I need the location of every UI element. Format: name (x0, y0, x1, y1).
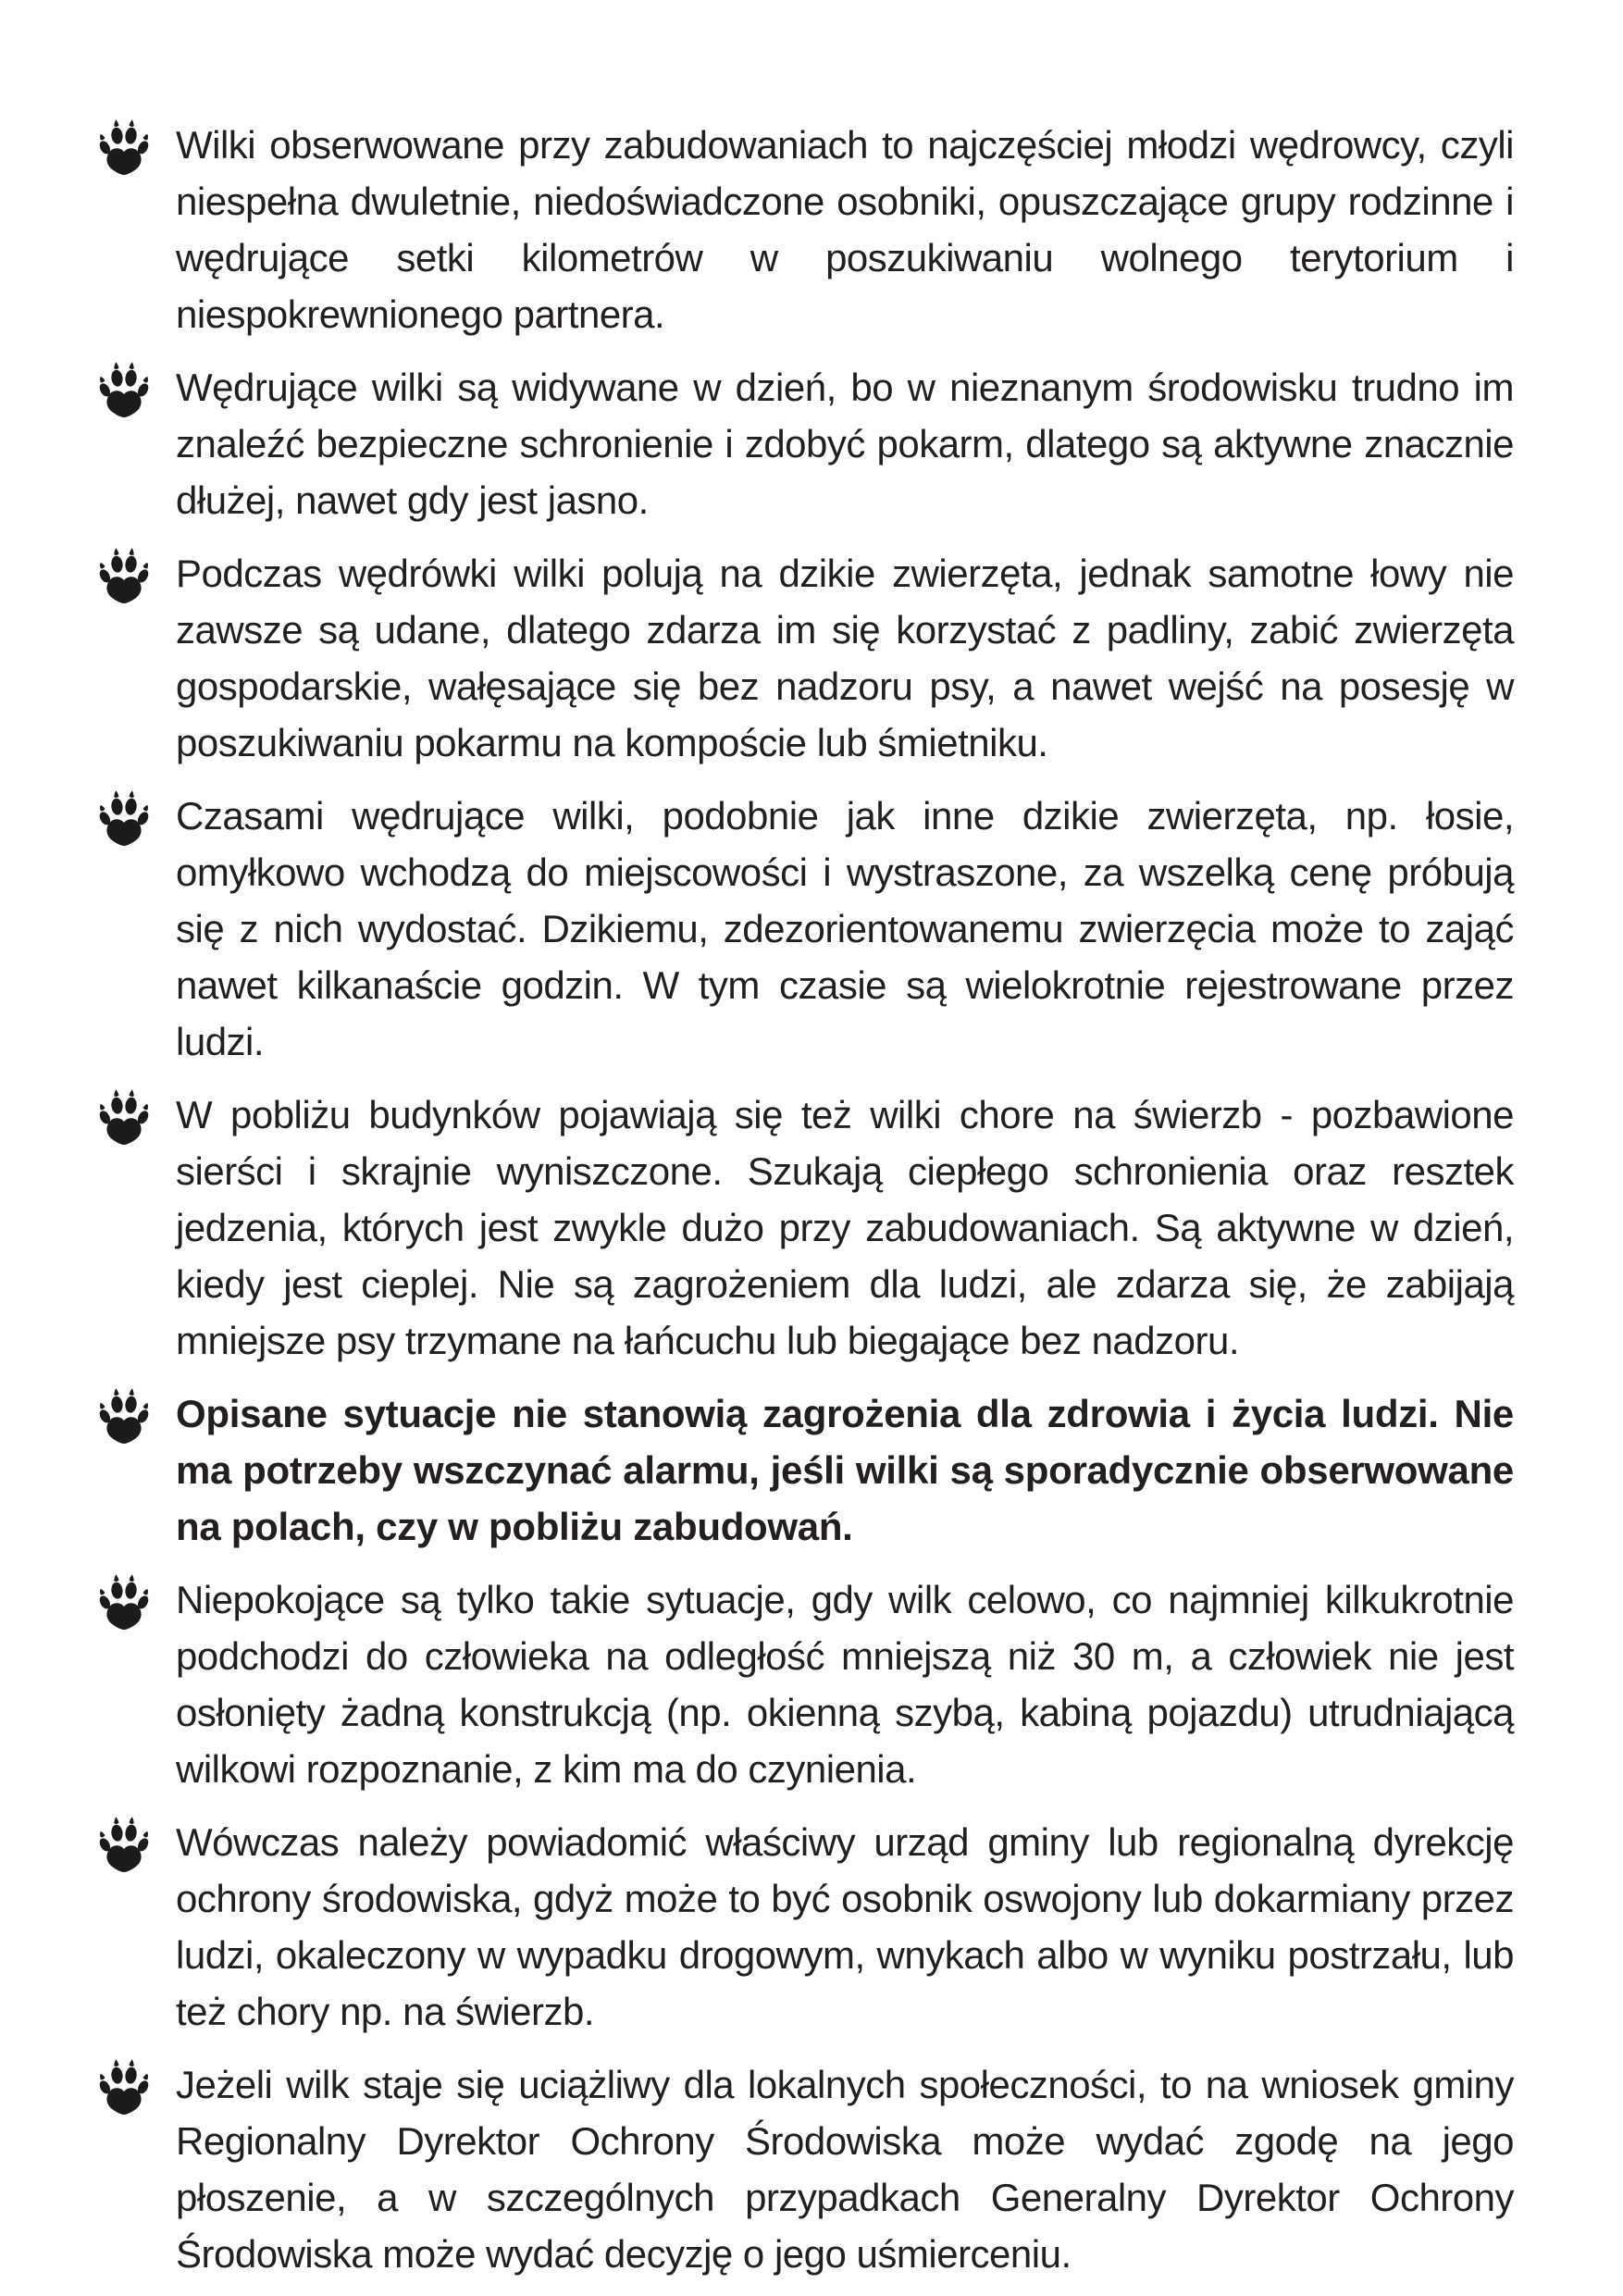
bullet-paragraph (93, 117, 1514, 342)
bullet-paragraph (93, 1814, 1514, 2040)
paragraph-text: Wędrujące wilki są widywane w dzień, bo w nieznanym środowisku trudno im znaleźć bezpieczne schronienie i zdobyć pokarm, dlatego są aktywne znacznie dłużej, nawet gdy jest jasno. (176, 366, 1514, 522)
paragraph-text: Opisane sytuacje nie stanowią zagrożenia dla zdrowia i życia ludzi. Nie ma potrzeby wszczynać alarmu, jeśli wilki są sporadycznie obserwowane na polach, czy w pobliżu zabudowań. (176, 1392, 1514, 1548)
paragraph-text: Wilki obserwowane przy zabudowaniach to najczęściej młodzi wędrowcy, czyli niespełna dwuletnie, niedoświadczone osobniki, opuszczające grupy rodzinne i wędrujące setki kilometrów w poszukiwaniu wolnego terytorium i niespokrewnionego partnera. (176, 123, 1514, 336)
wolf-paw-icon (97, 1086, 176, 1147)
wolf-paw-icon (97, 1385, 176, 1446)
bullet-paragraph (93, 788, 1514, 1070)
paragraph-text: Czasami wędrujące wilki, podobnie jak inne dzikie zwierzęta, np. łosie, omyłkowo wchodzą do miejscowości i wystraszone, za wszelką cenę próbują się z nich wydostać. Dzikiemu, zdezorientowanemu zwierzęcia może to zająć nawet kilkanaście godzin. W tym czasie są wielokrotnie rejestrowane przez ludzi. (176, 794, 1514, 1063)
wolf-paw-icon (97, 1571, 176, 1632)
wolf-paw-icon (97, 2056, 176, 2116)
bullet-paragraph-emphasized (93, 1385, 1514, 1555)
wolf-paw-icon (97, 359, 176, 419)
wolf-paw-icon (97, 788, 176, 848)
wolf-paw-icon (97, 1814, 176, 1874)
bullet-paragraph (93, 359, 1514, 528)
wolf-paw-icon (97, 545, 176, 605)
bullet-paragraph (93, 1086, 1514, 1369)
bullet-paragraph (93, 2056, 1514, 2282)
paragraph-text: Wówczas należy powiadomić właściwy urząd gminy lub regionalną dyrekcję ochrony środowiska, gdyż może to być osobnik oswojony lub dokarmiany przez ludzi, okaleczony w wypadku drogowym, wnykach albo w wyniku postrzału, lub też chory np. na świerzb. (176, 1820, 1514, 2033)
paragraph-text: Podczas wędrówki wilki polują na dzikie zwierzęta, jednak samotne łowy nie zawsze są udane, dlatego zdarza im się korzystać z padliny, zabić zwierzęta gospodarskie, wałęsające się bez nadzoru psy, a nawet wejść na posesję w poszukiwaniu pokarmu na kompoście lub śmietniku. (176, 552, 1514, 764)
bullet-paragraph (93, 545, 1514, 771)
paragraph-text: Niepokojące są tylko takie sytuacje, gdy wilk celowo, co najmniej kilkukrotnie podchodzi do człowieka na odległość mniejszą niż 30 m, a człowiek nie jest osłonięty żadną konstrukcją (np. okienną szybą, kabiną pojazdu) utrudniającą wilkowi rozpoznanie, z kim ma do czynienia. (176, 1578, 1514, 1791)
paragraph-text: W pobliżu budynków pojawiają się też wilki chore na świerzb - pozbawione sierści i skrajnie wyniszczone. Szukają ciepłego schronienia oraz resztek jedzenia, których jest zwykle dużo przy zabudowaniach. Są aktywne w dzień, kiedy jest cieplej. Nie są zagrożeniem dla ludzi, ale zdarza się, że zabijają mniejsze psy trzymane na łańcuchu lub biegające bez nadzoru. (176, 1093, 1514, 1362)
bullet-paragraph (93, 1571, 1514, 1797)
wolf-paw-icon (97, 117, 176, 177)
paragraph-text: Jeżeli wilk staje się uciążliwy dla lokalnych społeczności, to na wniosek gminy Regionalny Dyrektor Ochrony Środowiska może wydać zgodę na jego płoszenie, a w szczególnych przypadkach Generalny Dyrektor Ochrony Środowiska może wydać decyzję o jego uśmierceniu. (176, 2063, 1514, 2276)
